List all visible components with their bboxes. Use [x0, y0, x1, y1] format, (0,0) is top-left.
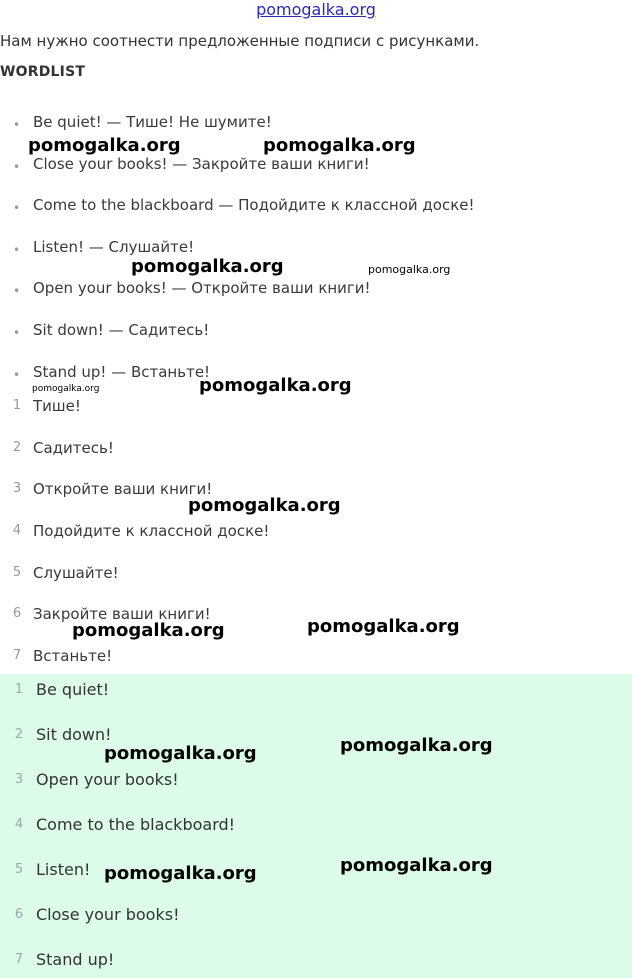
- answer-number: 1: [14, 682, 24, 697]
- bullet-icon: •: [13, 159, 21, 174]
- bullet-icon: •: [13, 367, 21, 382]
- bullet-icon: •: [13, 284, 21, 299]
- answer-text: Open your books!: [36, 770, 179, 789]
- wordlist: [0, 113, 632, 404]
- wordlist-heading: WORDLIST: [0, 64, 86, 80]
- item-text: Подойдите к классной доске!: [33, 522, 270, 541]
- item-text: Садитесь!: [33, 438, 114, 457]
- item-text: Слушайте!: [33, 563, 119, 582]
- list-item: [0, 238, 632, 280]
- watermark: pomogalka.org: [104, 743, 257, 764]
- list-item: [0, 439, 632, 481]
- watermark: pomogalka.org: [32, 384, 100, 394]
- watermark: pomogalka.org: [28, 135, 181, 156]
- wordlist-entry: Open your books! — Откройте ваши книги!: [33, 279, 371, 298]
- wordlist-entry: Stand up! — Встаньте!: [33, 362, 211, 381]
- answer-text: Listen!: [36, 860, 91, 879]
- watermark: pomogalka.org: [307, 616, 460, 637]
- watermark: pomogalka.org: [340, 735, 493, 756]
- wordlist-entry: Be quiet! — Тише! Не шумите!: [33, 113, 272, 131]
- answer-text: Be quiet!: [36, 680, 110, 699]
- answer-row: [0, 725, 632, 755]
- watermark: pomogalka.org: [72, 620, 225, 641]
- answer-text: Sit down!: [36, 725, 112, 744]
- item-number: 5: [12, 564, 22, 580]
- watermark: pomogalka.org: [104, 863, 257, 884]
- watermark: pomogalka.org: [368, 263, 451, 276]
- answer-row: [0, 680, 632, 710]
- wordlist-entry: Close your books! — Закройте ваши книги!: [33, 154, 370, 173]
- item-text: Тише!: [33, 397, 81, 415]
- bullet-icon: •: [13, 325, 21, 340]
- answer-box: [0, 674, 632, 978]
- item-text: Встаньте!: [33, 647, 113, 666]
- watermark: pomogalka.org: [199, 375, 352, 396]
- item-number: 1: [12, 398, 22, 413]
- item-text: Закройте ваши книги!: [33, 605, 211, 624]
- answer-number: 5: [14, 862, 24, 877]
- list-item: [0, 196, 632, 238]
- answer-number: 4: [14, 817, 24, 832]
- wordlist-entry: Listen! — Слушайте!: [33, 237, 195, 256]
- list-item: [0, 155, 632, 197]
- watermark: pomogalka.org: [263, 135, 416, 156]
- item-number: 7: [12, 648, 22, 664]
- bullet-icon: •: [13, 242, 21, 257]
- intro-text: Нам нужно соотнести предложенные подписи с рисунками.: [0, 32, 480, 50]
- answer-row: [0, 905, 632, 935]
- wordlist-entry: Come to the blackboard — Подойдите к классной доске!: [33, 196, 475, 215]
- bullet-icon: •: [13, 118, 21, 132]
- answer-number: 3: [14, 772, 24, 787]
- watermark: pomogalka.org: [131, 256, 284, 277]
- list-item: [0, 279, 632, 321]
- answer-text: Close your books!: [36, 905, 180, 924]
- watermark: pomogalka.org: [340, 855, 493, 876]
- answer-row: [0, 860, 632, 890]
- item-number: 3: [12, 481, 22, 497]
- answer-row: [0, 950, 632, 980]
- russian-phrases-list: [0, 397, 632, 689]
- list-item: [0, 321, 632, 363]
- list-item: [0, 564, 632, 606]
- item-number: 2: [12, 439, 22, 455]
- answer-text: Stand up!: [36, 950, 115, 969]
- answer-number: 2: [14, 727, 24, 742]
- item-number: 6: [12, 606, 22, 622]
- item-number: 4: [12, 523, 22, 539]
- list-item: [0, 522, 632, 564]
- answer-number: 6: [14, 907, 24, 922]
- list-item: [0, 397, 632, 439]
- site-label[interactable]: pomogalka.org: [256, 0, 376, 19]
- answer-row: [0, 770, 632, 800]
- bullet-icon: •: [13, 201, 21, 216]
- wordlist-entry: Sit down! — Садитесь!: [33, 320, 210, 339]
- answer-text: Come to the blackboard!: [36, 815, 236, 834]
- answer-row: [0, 815, 632, 845]
- item-text: Откройте ваши книги!: [33, 480, 213, 499]
- watermark: pomogalka.org: [188, 495, 341, 516]
- answer-number: 7: [14, 952, 24, 967]
